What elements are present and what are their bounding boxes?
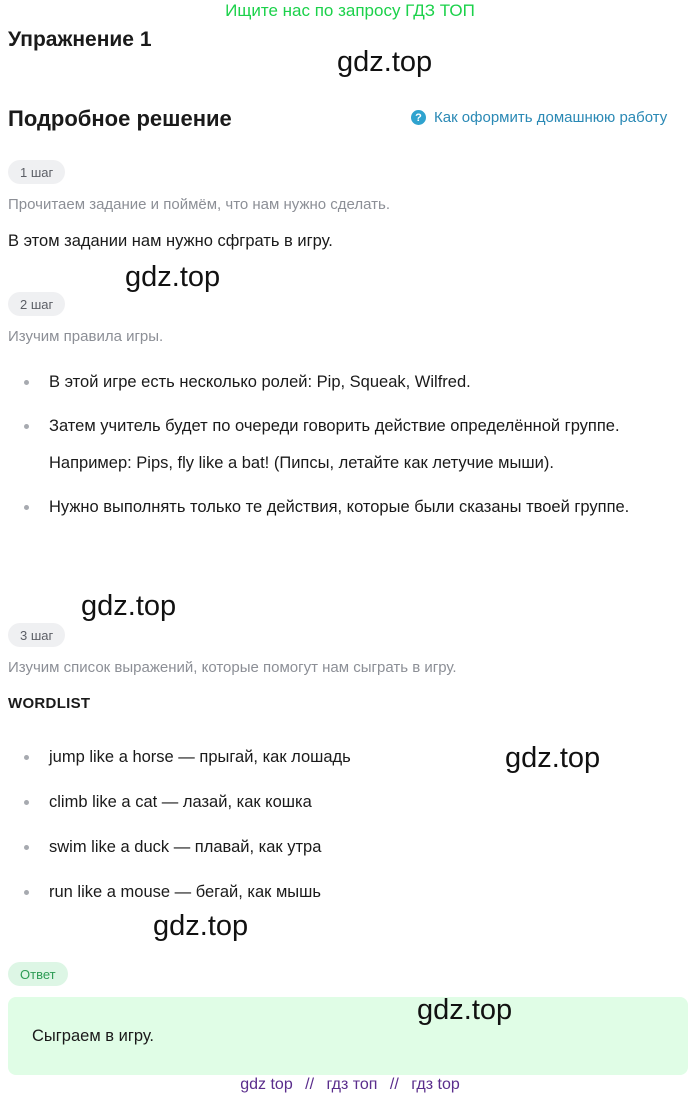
step-2-hint: Изучим правила игры. [8, 328, 164, 345]
footer-separator: // [389, 1076, 399, 1093]
wordlist [24, 735, 351, 915]
search-promo-banner: Ищите нас по запросу ГДЗ ТОП [225, 1, 475, 20]
watermark: gdz.top [81, 590, 177, 622]
list-item: Затем учитель будет по очереди говорить действие определённой группе. Например: Pips, fly like a bat! (Пипсы, летайте как летучие мыши). [24, 408, 684, 482]
answer-badge: Ответ [8, 962, 68, 986]
section-title: Подробное решение [8, 106, 232, 131]
watermark: gdz.top [153, 910, 249, 942]
step-2-badge: 2 шаг [8, 292, 65, 316]
question-icon: ? [411, 110, 426, 125]
list-item: swim like a duck — плавай, как утра [24, 825, 351, 870]
watermark: gdz.top [125, 261, 221, 293]
list-item: jump like a horse — прыгай, как лошадь [24, 735, 351, 780]
list-item: Нужно выполнять только те действия, которые были сказаны твоей группе. [24, 489, 684, 526]
list-item: В этой игре есть несколько ролей: Pip, Squeak, Wilfred. [24, 364, 684, 401]
list-item: run like a mouse — бегай, как мышь [24, 870, 351, 915]
answer-box [8, 997, 688, 1075]
footer-link[interactable]: гдз топ [326, 1076, 378, 1093]
footer-link[interactable]: гдз top [411, 1076, 460, 1093]
step-1-text: В этом задании нам нужно сфграть в игру. [8, 232, 333, 250]
homework-format-link[interactable] [411, 109, 667, 126]
step-3-hint: Изучим список выражений, которые помогут нам сыграть в игру. [8, 659, 457, 676]
watermark: gdz.top [505, 742, 601, 774]
wordlist-title: WORDLIST [8, 695, 91, 712]
step-1-badge: 1 шаг [8, 160, 65, 184]
footer-separator: // [305, 1076, 315, 1093]
homework-format-link-label: Как оформить домашнюю работу [434, 109, 668, 126]
answer-text: Сыграем в игру. [32, 1027, 155, 1045]
step-3-badge: 3 шаг [8, 623, 65, 647]
list-item: climb like a cat — лазай, как кошка [24, 780, 351, 825]
watermark: gdz.top [417, 994, 513, 1026]
step-1-hint: Прочитаем задание и поймём, что нам нужно сделать. [8, 196, 391, 213]
watermark: gdz.top [337, 46, 433, 78]
game-rules-list [24, 364, 684, 533]
exercise-title: Упражнение 1 [8, 28, 152, 51]
footer-link[interactable]: gdz top [240, 1076, 293, 1093]
footer-links [0, 1076, 700, 1094]
